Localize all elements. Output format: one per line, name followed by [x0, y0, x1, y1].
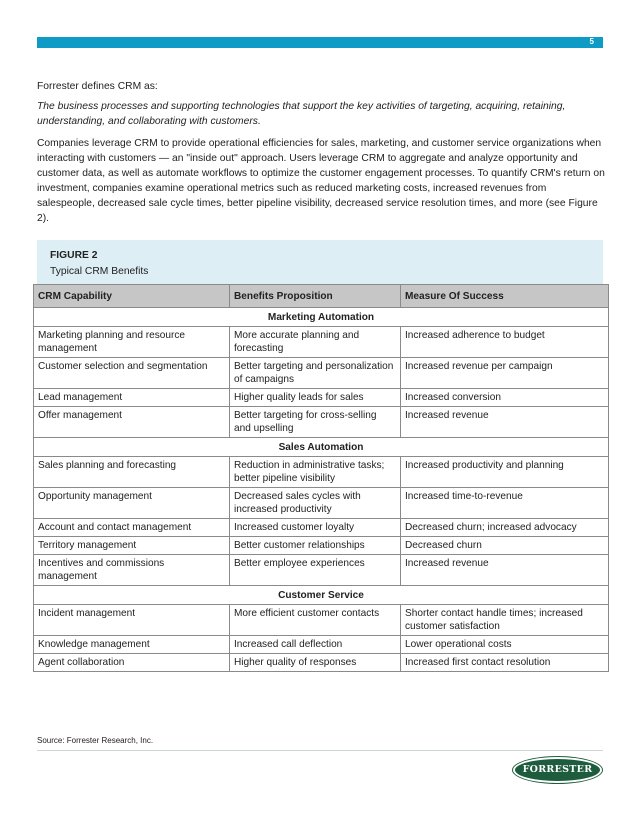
section-row — [34, 438, 609, 457]
table-row — [34, 358, 609, 389]
benefit-cell: Better employee experiences — [230, 555, 401, 586]
measure-cell: Increased productivity and planning — [401, 457, 609, 488]
section-title: Marketing Automation — [34, 308, 609, 327]
measure-cell: Lower operational costs — [401, 636, 609, 654]
measure-cell: Decreased churn; increased advocacy — [401, 519, 609, 537]
table-row — [34, 457, 609, 488]
benefit-cell: Higher quality of responses — [230, 654, 401, 672]
benefit-cell: Increased call deflection — [230, 636, 401, 654]
benefit-cell: Better targeting for cross-selling and upselling — [230, 407, 401, 438]
measure-cell: Increased first contact resolution — [401, 654, 609, 672]
table-row — [34, 327, 609, 358]
measure-cell: Increased time-to-revenue — [401, 488, 609, 519]
figure-title: Typical CRM Benefits — [50, 266, 149, 277]
table-row — [34, 537, 609, 555]
page-header-bar — [37, 37, 603, 48]
page-number: 5 — [589, 37, 594, 46]
crm-benefits-table — [33, 284, 609, 672]
measure-cell: Increased conversion — [401, 389, 609, 407]
figure-source: Source: Forrester Research, Inc. — [37, 736, 154, 745]
capability-cell: Incident management — [34, 605, 230, 636]
capability-cell: Account and contact management — [34, 519, 230, 537]
body-paragraph: Companies leverage CRM to provide operational efficiencies for sales, marketing, and customer service organizations when interacting with customers — an "inside out" approach. Users leverage CRM to aggregate and analyze opportunity and customer data, as well as automate workflows to optimize the customer engagement processes. To quantify CRM's return on investment, companies examine operational metrics such as reduced marketing costs, increased revenues from salespeople, decreased sale cycle times, better pipeline visibility, decreased service resolution times, and more (see Figure 2). — [37, 138, 605, 224]
header-measure-of-success: Measure Of Success — [401, 285, 609, 308]
table-row — [34, 389, 609, 407]
table-body — [34, 308, 609, 672]
capability-cell: Opportunity management — [34, 488, 230, 519]
forrester-logo: FORRESTER — [515, 759, 600, 781]
table-row — [34, 555, 609, 586]
section-title: Customer Service — [34, 586, 609, 605]
benefit-cell: Reduction in administrative tasks; better pipeline visibility — [230, 457, 401, 488]
measure-cell: Increased revenue per campaign — [401, 358, 609, 389]
capability-cell: Knowledge management — [34, 636, 230, 654]
capability-cell: Lead management — [34, 389, 230, 407]
section-row — [34, 308, 609, 327]
section-title: Sales Automation — [34, 438, 609, 457]
benefit-cell: Decreased sales cycles with increased productivity — [230, 488, 401, 519]
benefit-cell: Higher quality leads for sales — [230, 389, 401, 407]
table-row — [34, 654, 609, 672]
header-crm-capability: CRM Capability — [34, 285, 230, 308]
benefit-cell: More efficient customer contacts — [230, 605, 401, 636]
header-benefits-proposition: Benefits Proposition — [230, 285, 401, 308]
footer-divider — [37, 750, 603, 751]
crm-definition: The business processes and supporting technologies that support the key activities of targeting, acquiring, retaining, understanding, and collaborating with customers. — [37, 101, 566, 127]
benefit-cell: Better customer relationships — [230, 537, 401, 555]
capability-cell: Agent collaboration — [34, 654, 230, 672]
table-row — [34, 407, 609, 438]
table-row — [34, 636, 609, 654]
table-header-row — [34, 285, 609, 308]
table-row — [34, 605, 609, 636]
capability-cell: Customer selection and segmentation — [34, 358, 230, 389]
figure-label: FIGURE 2 — [50, 250, 98, 261]
measure-cell: Increased adherence to budget — [401, 327, 609, 358]
capability-cell: Offer management — [34, 407, 230, 438]
section-row — [34, 586, 609, 605]
benefit-cell: Better targeting and personalization of campaigns — [230, 358, 401, 389]
figure-header — [37, 240, 603, 284]
capability-cell: Sales planning and forecasting — [34, 457, 230, 488]
table-row — [34, 488, 609, 519]
benefit-cell: More accurate planning and forecasting — [230, 327, 401, 358]
table-row — [34, 519, 609, 537]
measure-cell: Shorter contact handle times; increased customer satisfaction — [401, 605, 609, 636]
measure-cell: Decreased churn — [401, 537, 609, 555]
capability-cell: Incentives and commissions management — [34, 555, 230, 586]
intro-text: Forrester defines CRM as: — [37, 81, 158, 92]
benefit-cell: Increased customer loyalty — [230, 519, 401, 537]
capability-cell: Territory management — [34, 537, 230, 555]
capability-cell: Marketing planning and resource management — [34, 327, 230, 358]
measure-cell: Increased revenue — [401, 555, 609, 586]
measure-cell: Increased revenue — [401, 407, 609, 438]
